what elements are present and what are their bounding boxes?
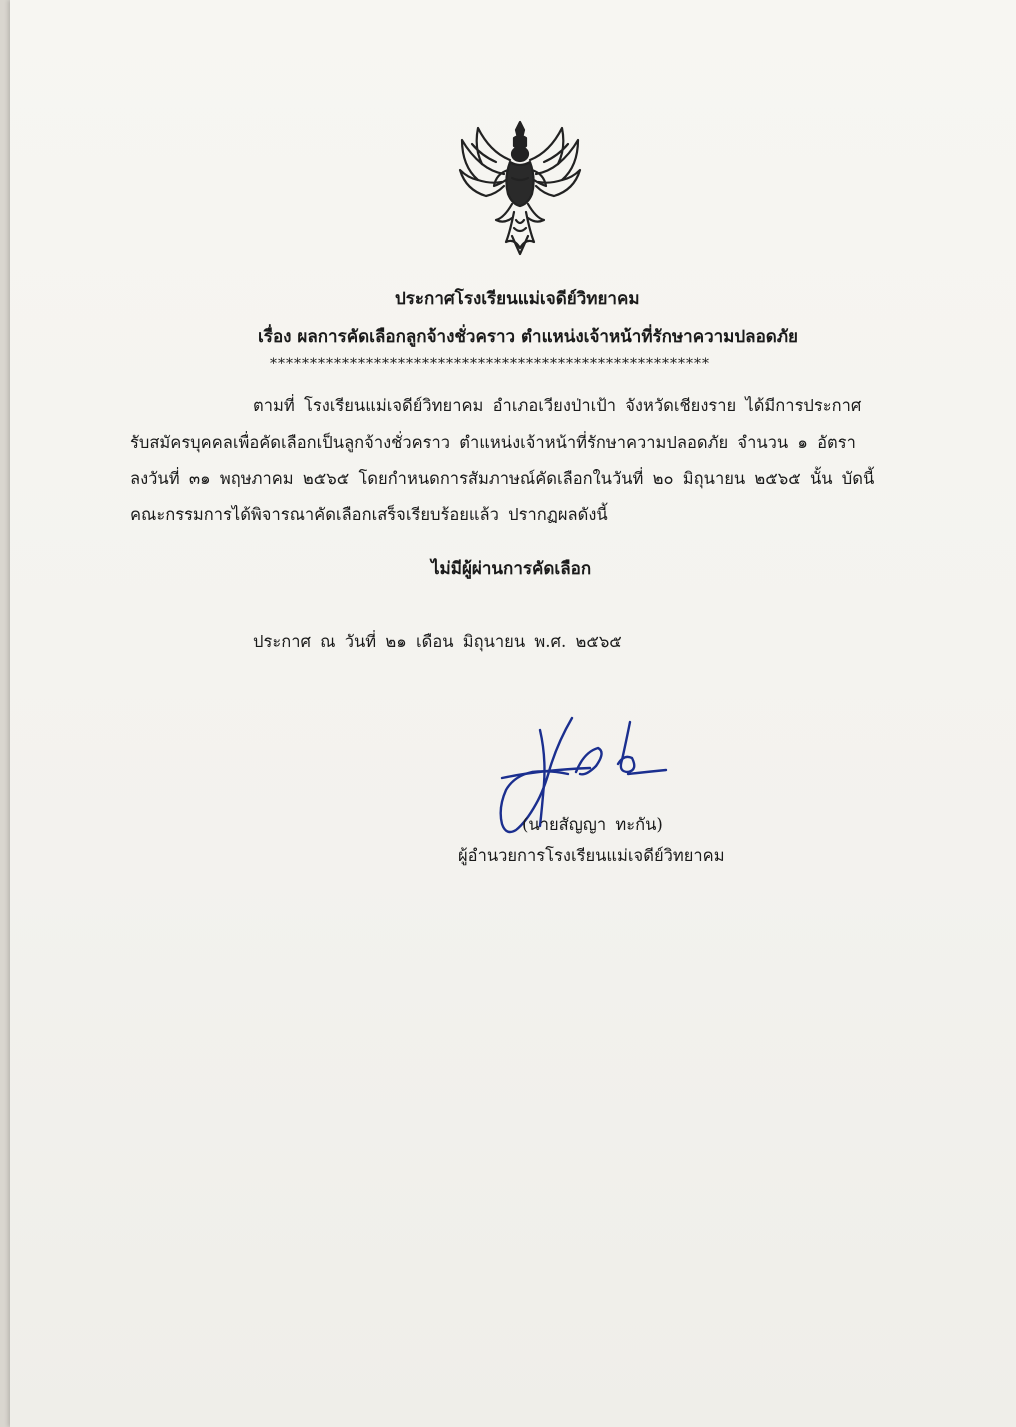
signer-name: (นายสัญญา ทะกัน) bbox=[522, 815, 663, 834]
announcement-subject: เรื่อง ผลการคัดเลือกลูกจ้างชั่วคราว ตำแหน่งเจ้าหน้าที่รักษาความปลอดภัย bbox=[258, 327, 799, 347]
signer-title: ผู้อำนวยการโรงเรียนแม่เจดีย์วิทยาคม bbox=[458, 846, 725, 865]
body-line-1: ตามที่ โรงเรียนแม่เจดีย์วิทยาคม อำเภอเวียงป่าเป้า จังหวัดเชียงราย ได้มีการประกาศ bbox=[253, 396, 862, 415]
body-line-4: คณะกรรมการได้พิจารณาคัดเลือกเสร็จเรียบร้อยแล้ว ปรากฏผลดังนี้ bbox=[130, 505, 608, 524]
announcement-date: ประกาศ ณ วันที่ ๒๑ เดือน มิถุนายน พ.ศ. ๒๕๖๕ bbox=[253, 632, 622, 651]
garuda-emblem-icon bbox=[452, 108, 588, 258]
announcement-title: ประกาศโรงเรียนแม่เจดีย์วิทยาคม bbox=[395, 289, 640, 309]
body-line-2: รับสมัครบุคคลเพื่อคัดเลือกเป็นลูกจ้างชั่วคราว ตำแหน่งเจ้าหน้าที่รักษาความปลอดภัย จำนวน ๑ อัตรา bbox=[130, 433, 856, 452]
separator-line: ******************************************************* bbox=[270, 356, 710, 372]
document-page bbox=[10, 0, 1016, 1427]
body-line-3: ลงวันที่ ๓๑ พฤษภาคม ๒๕๖๕ โดยกำหนดการสัมภาษณ์คัดเลือกในวันที่ ๒๐ มิถุนายน ๒๕๖๕ นั้น บัดนี้ bbox=[130, 469, 875, 488]
selection-result: ไม่มีผู้ผ่านการคัดเลือก bbox=[431, 559, 592, 579]
